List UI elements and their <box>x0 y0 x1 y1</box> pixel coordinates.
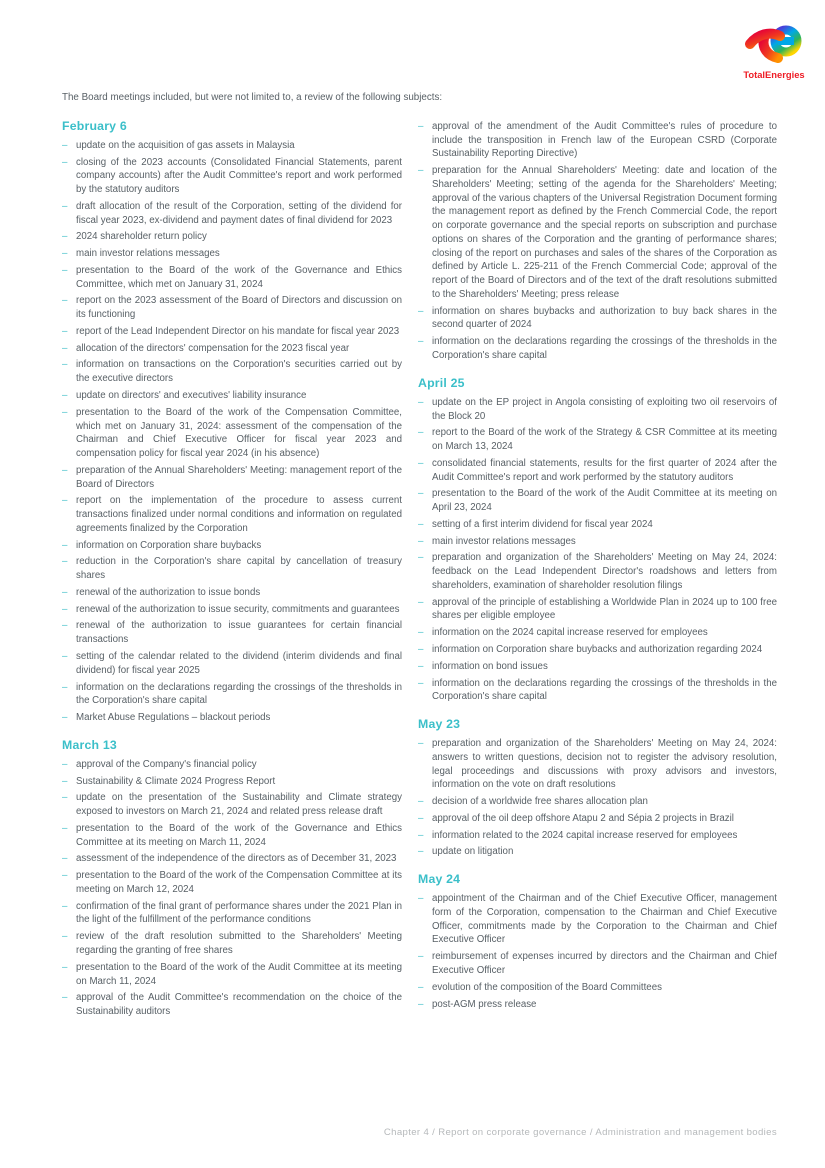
dash-bullet-icon: – <box>62 681 68 693</box>
dash-bullet-icon: – <box>62 870 68 882</box>
dash-bullet-icon: – <box>418 552 424 564</box>
list-item <box>62 247 402 261</box>
item-text: update on the acquisition of gas assets in Malaysia <box>76 139 295 151</box>
date-section <box>418 106 777 363</box>
item-text: main investor relations messages <box>432 535 576 547</box>
list-item <box>418 892 777 947</box>
dash-bullet-icon: – <box>418 305 424 317</box>
item-text: allocation of the directors' compensation for the 2023 fiscal year <box>76 342 350 354</box>
list-item <box>418 677 777 705</box>
list-item <box>62 539 402 553</box>
list-item <box>62 464 402 492</box>
dash-bullet-icon: – <box>62 620 68 632</box>
dash-bullet-icon: – <box>62 758 68 770</box>
list-item <box>62 775 402 789</box>
item-text: information on transactions on the Corporation's securities carried out by the executive directors <box>76 359 402 385</box>
item-text: draft allocation of the result of the Corporation, setting of the dividend for fiscal year 2023, ex-dividend and payment dates of final dividend for 2023 <box>76 200 402 226</box>
item-text: information on the 2024 capital increase reserved for employees <box>432 627 708 639</box>
list-item <box>62 494 402 535</box>
list-item <box>418 487 777 515</box>
dash-bullet-icon: – <box>62 651 68 662</box>
list-item <box>62 156 402 197</box>
item-text: information on the declarations regarding the crossings of the thresholds in the Corporation's share capital <box>76 681 402 707</box>
list-item <box>418 829 777 843</box>
section-heading: May 23 <box>418 717 461 732</box>
dash-bullet-icon: – <box>62 495 68 507</box>
item-text: renewal of the authorization to issue security, commitments and guarantees <box>76 603 400 615</box>
topic-list <box>418 120 777 363</box>
item-text: approval of the Audit Committee's recommendation on the choice of the Sustainability auditors <box>76 992 402 1018</box>
item-text: report on the 2023 assessment of the Board of Directors and discussion on its functioning <box>76 295 402 321</box>
item-text: decision of a worldwide free shares allocation plan <box>432 796 648 808</box>
column-right <box>418 106 777 1022</box>
dash-bullet-icon: – <box>62 464 68 476</box>
list-item <box>62 991 402 1019</box>
dash-bullet-icon: – <box>62 603 68 615</box>
list-item <box>62 852 402 866</box>
item-text: reduction in the Corporation's share capital by cancellation of treasury shares <box>76 556 402 582</box>
topic-list <box>418 892 777 1011</box>
list-item <box>62 294 402 322</box>
item-text: main investor relations messages <box>76 248 220 260</box>
totalenergies-te-mark-icon <box>745 25 803 68</box>
item-text: Sustainability & Climate 2024 Progress Report <box>76 775 276 787</box>
dash-bullet-icon: – <box>62 359 68 371</box>
dash-bullet-icon: – <box>418 396 424 408</box>
item-text: information on the declarations regarding the crossings of the thresholds in the Corporation's share capital <box>432 677 777 703</box>
dash-bullet-icon: – <box>418 427 424 439</box>
item-text: information on the declarations regarding the crossings of the thresholds in the Corporation's share capital <box>432 336 777 361</box>
dash-bullet-icon: – <box>418 998 424 1010</box>
dash-bullet-icon: – <box>62 200 68 212</box>
item-text: information on shares buybacks and authorization to buy back shares in the second quarter of 2024 <box>432 305 777 331</box>
date-section <box>418 376 777 704</box>
item-text: assessment of the independence of the directors as of December 31, 2023 <box>76 853 397 865</box>
item-text: closing of the 2023 accounts (Consolidated Financial Statements, parent company accounts) after the Audit Committee's report and work performed by the statutory auditors <box>76 156 402 196</box>
dash-bullet-icon: – <box>62 900 68 912</box>
list-item <box>62 230 402 244</box>
dash-bullet-icon: – <box>62 139 68 151</box>
item-text: information on bond issues <box>432 660 548 672</box>
list-item <box>418 626 777 640</box>
list-item <box>62 711 402 725</box>
item-text: approval of the oil deep offshore Atapu 2 and Sépia 2 projects in Brazil <box>432 812 734 824</box>
list-item <box>418 812 777 826</box>
dash-bullet-icon: – <box>418 518 424 530</box>
list-item <box>62 869 402 897</box>
item-text: setting of the calendar related to the dividend (interim dividends and final dividend) for fiscal year 2025 <box>76 651 402 676</box>
dash-bullet-icon: – <box>418 893 424 905</box>
item-text: information related to the 2024 capital increase reserved for employees <box>432 829 738 841</box>
list-item <box>418 998 777 1012</box>
dash-bullet-icon: – <box>62 961 68 973</box>
dash-bullet-icon: – <box>62 792 68 804</box>
list-item <box>418 305 777 333</box>
item-text: presentation to the Board of the work of the Compensation Committee at its meeting on March 12, 2024 <box>76 870 402 895</box>
date-section <box>418 872 777 1011</box>
list-item <box>418 396 777 424</box>
list-item <box>62 822 402 850</box>
dash-bullet-icon: – <box>418 644 424 655</box>
dash-bullet-icon: – <box>418 660 424 672</box>
item-text: consolidated financial statements, results for the first quarter of 2024 after the Audit Committee's report and work performed by the statutory auditors <box>432 457 777 483</box>
item-text: approval of the principle of establishing a Worldwide Plan in 2024 up to 100 free shares per eligible employee <box>432 596 777 622</box>
list-item <box>418 457 777 485</box>
item-text: report on the implementation of the procedure to assess current transactions finalized under normal conditions and information on regulated agreements finalized by the Corporation <box>76 495 402 534</box>
list-item <box>62 555 402 583</box>
list-item <box>418 335 777 363</box>
list-item <box>418 535 777 549</box>
dash-bullet-icon: – <box>418 535 424 547</box>
list-item <box>62 200 402 228</box>
list-item <box>62 961 402 989</box>
list-item <box>418 660 777 674</box>
dash-bullet-icon: – <box>418 488 424 500</box>
item-text: post-AGM press release <box>432 998 537 1010</box>
list-item <box>62 930 402 958</box>
list-item <box>62 342 402 356</box>
list-item <box>62 758 402 772</box>
item-text: preparation and organization of the Shareholders' Meeting on May 24, 2024: feedback on the Lead Independent Director's roadshows and letters from shareholders, examination of shareholder resolution filings <box>432 552 777 591</box>
dash-bullet-icon: – <box>418 627 424 639</box>
item-text: update on directors' and executives' liability insurance <box>76 389 307 401</box>
item-text: report to the Board of the work of the Strategy & CSR Committee at its meeting on March 13, 2024 <box>432 427 777 453</box>
list-item <box>418 551 777 592</box>
dash-bullet-icon: – <box>62 586 68 598</box>
section-heading: February 6 <box>62 118 127 133</box>
item-text: information on Corporation share buybacks and authorization regarding 2024 <box>432 644 763 655</box>
item-text: presentation to the Board of the work of the Audit Committee at its meeting on March 11, 2024 <box>76 961 402 987</box>
section-heading: March 13 <box>62 737 117 752</box>
item-text: Market Abuse Regulations – blackout periods <box>76 712 271 724</box>
item-text: setting of a first interim dividend for fiscal year 2024 <box>432 518 653 530</box>
item-text: preparation and organization of the Shareholders' Meeting on May 24, 2024: answers to written questions, decision not to register the advisory resolution, legal proceedings and discussions with proxy advisors and investors, information on the vote on draft resolutions <box>432 738 777 791</box>
item-text: information on Corporation share buybacks <box>76 539 262 551</box>
list-item <box>418 950 777 978</box>
dash-bullet-icon: – <box>62 342 68 354</box>
dash-bullet-icon: – <box>62 264 68 276</box>
item-text: review of the draft resolution submitted to the Shareholders' Meeting regarding the granting of free shares <box>76 931 402 957</box>
dash-bullet-icon: – <box>418 457 424 469</box>
intro-text: The Board meetings included, but were not limited to, a review of the following subjects: <box>62 92 443 103</box>
list-item <box>62 586 402 600</box>
dash-bullet-icon: – <box>418 596 424 608</box>
topic-list <box>418 396 777 704</box>
list-item <box>418 643 777 657</box>
list-item <box>418 120 777 161</box>
dash-bullet-icon: – <box>418 951 424 963</box>
list-item <box>62 681 402 709</box>
item-text: renewal of the authorization to issue bonds <box>76 586 261 598</box>
dash-bullet-icon: – <box>62 325 68 337</box>
dash-bullet-icon: – <box>418 120 424 132</box>
list-item <box>418 426 777 454</box>
list-item <box>62 264 402 292</box>
item-text: presentation to the Board of the work of the Compensation Committee, which met on January 31, 2024: assessment of the compensation of the Chairman and Chief Executive Officer for fiscal year 2023 and compensation policy for fiscal year 2024 (in his absence) <box>76 406 402 460</box>
dash-bullet-icon: – <box>62 231 68 243</box>
dash-bullet-icon: – <box>62 389 68 401</box>
list-item <box>62 603 402 617</box>
dash-bullet-icon: – <box>418 981 424 993</box>
list-item <box>418 518 777 532</box>
item-text: report of the Lead Independent Director on his mandate for fiscal year 2023 <box>76 325 400 337</box>
list-item <box>62 406 402 461</box>
item-text: reimbursement of expenses incurred by directors and the Chairman and Chief Executive Officer <box>432 951 777 977</box>
main-content <box>62 92 777 1022</box>
totalenergies-logo <box>736 25 812 80</box>
item-text: presentation to the Board of the work of the Audit Committee at its meeting on April 23, 2024 <box>432 488 777 514</box>
dash-bullet-icon: – <box>62 295 68 307</box>
list-item <box>62 389 402 403</box>
item-text: update on the EP project in Angola consisting of exploiting two oil reservoirs of the Block 20 <box>432 396 777 422</box>
list-item <box>62 791 402 819</box>
topic-list <box>62 758 402 1019</box>
item-text: 2024 shareholder return policy <box>76 231 207 243</box>
list-item <box>62 900 402 928</box>
date-section <box>62 119 402 725</box>
dash-bullet-icon: – <box>62 712 68 724</box>
dash-bullet-icon: – <box>418 738 424 750</box>
list-item <box>418 164 777 302</box>
item-text: renewal of the authorization to issue guarantees for certain financial transactions <box>76 620 402 646</box>
dash-bullet-icon: – <box>62 248 68 260</box>
dash-bullet-icon: – <box>62 539 68 551</box>
date-section <box>62 738 402 1019</box>
dash-bullet-icon: – <box>418 165 424 177</box>
footer-breadcrumb: Chapter 4 / Report on corporate governance / Administration and management bodies <box>383 1127 777 1138</box>
section-heading: April 25 <box>418 375 465 390</box>
item-text: approval of the amendment of the Audit Committee's rules of procedure to include the transposition in French law of the European CSRD (Corporate Sustainability Reporting Directive) <box>432 120 777 160</box>
dash-bullet-icon: – <box>62 822 68 834</box>
list-item <box>62 325 402 339</box>
item-text: presentation to the Board of the work of the Governance and Ethics Committee at its meeting on March 11, 2024 <box>76 822 402 848</box>
column-left <box>62 106 402 1022</box>
item-text: update on the presentation of the Sustainability and Climate strategy exposed to investors on March 21, 2024 and related press release draft <box>76 792 402 818</box>
dash-bullet-icon: – <box>418 677 424 689</box>
list-item <box>62 139 402 153</box>
item-text: confirmation of the final grant of performance shares under the 2021 Plan in the light of the fulfillment of the performance conditions <box>76 900 402 926</box>
item-text: appointment of the Chairman and of the Chief Executive Officer, management form of the Corporation, compensation to the Chairman and Chief Executive Officer, commitments made by the Corporation to the Chairman and Chief Executive Officer <box>432 893 777 946</box>
topic-list <box>418 737 777 859</box>
item-text: presentation to the Board of the work of the Governance and Ethics Committee, which met on January 31, 2024 <box>76 264 402 290</box>
item-text: preparation for the Annual Shareholders' Meeting: date and location of the Shareholders' Meeting; setting of the agenda for the Shareholders' Meeting; approval of the various chapters of the Universal Registration Document forming the management report as defined by the French Commercial Code, the report on corporate governance and the special reports on subscription and purchase options on shares of the Corporation and the granting of performance shares; closing of the report on purchases and sales of the shares of the Corporation as defined by Article L. 225-211 of the French Commercial Code; approval of the report of the Board of Directors and of the text of the draft resolutions submitted to the Shareholders' Meeting; press release <box>432 165 777 300</box>
dash-bullet-icon: – <box>62 853 68 865</box>
dash-bullet-icon: – <box>418 336 424 348</box>
list-item <box>418 795 777 809</box>
item-text: evolution of the composition of the Board Committees <box>432 981 662 993</box>
dash-bullet-icon: – <box>418 812 424 824</box>
list-item <box>62 358 402 386</box>
list-item <box>418 737 777 792</box>
date-section <box>418 717 777 859</box>
item-text: update on litigation <box>432 846 514 858</box>
logo-wordmark: TotalEnergies <box>743 69 805 80</box>
list-item <box>62 650 402 678</box>
list-item <box>62 619 402 647</box>
dash-bullet-icon: – <box>418 846 424 858</box>
list-item <box>418 845 777 859</box>
topic-list <box>62 139 402 725</box>
dash-bullet-icon: – <box>62 406 68 418</box>
section-heading: May 24 <box>418 872 461 887</box>
list-item <box>418 596 777 624</box>
dash-bullet-icon: – <box>62 775 68 787</box>
dash-bullet-icon: – <box>62 931 68 943</box>
item-text: preparation of the Annual Shareholders' Meeting: management report of the Board of Directors <box>76 464 402 490</box>
content-columns <box>62 106 777 1022</box>
dash-bullet-icon: – <box>418 829 424 841</box>
dash-bullet-icon: – <box>62 556 68 568</box>
dash-bullet-icon: – <box>62 156 68 168</box>
dash-bullet-icon: – <box>418 796 424 808</box>
item-text: approval of the Company's financial policy <box>76 758 257 770</box>
dash-bullet-icon: – <box>62 992 68 1004</box>
list-item <box>418 981 777 995</box>
